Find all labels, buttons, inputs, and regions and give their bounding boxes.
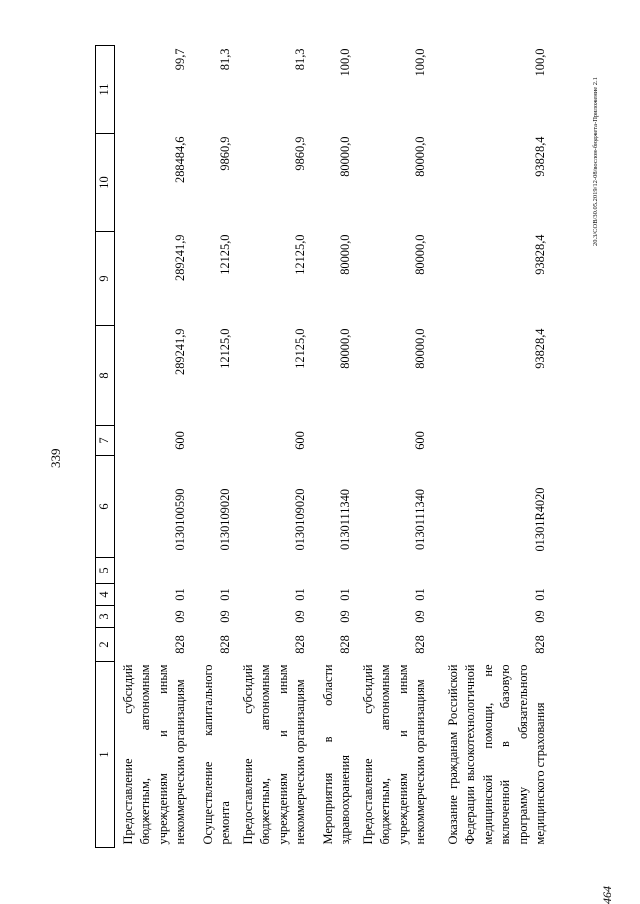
cell-c8: 12125,0 (218, 328, 232, 369)
cell-c8: 80000,0 (338, 328, 352, 369)
cell-c6: 0130111340 (413, 488, 427, 551)
cell-c11: 81,3 (218, 48, 232, 71)
cell-c6: 01301R4020 (533, 487, 547, 552)
table-header-cell: 3 (96, 606, 115, 628)
table-header-cell: 10 (96, 134, 115, 232)
table-header-cell: 7 (96, 426, 115, 456)
table-header-cell: 1 (96, 662, 115, 848)
page-number: 339 (48, 448, 63, 468)
table-row (310, 46, 355, 848)
table-row (430, 46, 550, 848)
row-name: Оказание гражданам Российской Федерации высокотехнологичной медицинской помощи, не включенной в базовую программу обязательного медицинского страхования (445, 664, 547, 845)
row-name: Предоставление субсидий бюджетным, автономным учреждениям и иным некоммерческим организациям (360, 664, 427, 845)
table-header-cell: 6 (96, 456, 115, 558)
cell-c7: 600 (413, 431, 427, 450)
cell-c9: 12125,0 (218, 234, 232, 275)
row-name: Осуществление капитального ремонта (200, 664, 232, 845)
corner-mark: 464 (600, 886, 614, 904)
cell-c3: 828 (293, 635, 307, 654)
cell-c7: 600 (293, 431, 307, 450)
cell-c10: 80000,0 (413, 136, 427, 177)
cell-c4: 09 (338, 610, 352, 623)
row-name: Предоставление субсидий бюджетным, автономным учреждениям и иным некоммерческим организациям (240, 664, 307, 845)
cell-c10: 80000,0 (338, 136, 352, 177)
table-row (235, 46, 310, 848)
cell-c10: 9860,9 (293, 136, 307, 171)
cell-c10: 288484,6 (173, 136, 187, 183)
table-header-cell: 8 (96, 326, 115, 426)
cell-c5: 01 (338, 588, 352, 601)
cell-c11: 99,7 (173, 48, 187, 71)
table-header-cell: 2 (96, 628, 115, 662)
cell-c11: 100,0 (338, 48, 352, 77)
cell-c5: 01 (218, 588, 232, 601)
cell-c3: 828 (533, 635, 547, 654)
cell-c7 (310, 426, 355, 456)
cell-c9: 93828,4 (533, 234, 547, 275)
cell-c4: 09 (533, 610, 547, 623)
cell-c10: 93828,4 (533, 136, 547, 177)
cell-c4: 09 (293, 610, 307, 623)
cell-c9: 80000,0 (413, 234, 427, 275)
cell-c6: 0130111340 (338, 488, 352, 551)
cell-c8: 289241,9 (173, 328, 187, 375)
cell-c4: 09 (218, 610, 232, 623)
table-header-cell: 5 (96, 558, 115, 584)
table-header-cell: 9 (96, 232, 115, 326)
cell-c3: 828 (218, 635, 232, 654)
table-row (355, 46, 430, 848)
cell-c3: 828 (413, 635, 427, 654)
cell-c9: 80000,0 (338, 234, 352, 275)
cell-c5: 01 (293, 588, 307, 601)
cell-c4: 09 (413, 610, 427, 623)
cell-c10: 9860,9 (218, 136, 232, 171)
footer-path: 20.3/СОВ/30.05.2019/12-08/вослон-бюджета-Приложение 2.1 (592, 77, 599, 246)
cell-c6: 0130100590 (173, 488, 187, 551)
cell-c3: 828 (338, 635, 352, 654)
cell-c11: 100,0 (533, 48, 547, 77)
cell-c9: 12125,0 (293, 234, 307, 275)
cell-c8: 80000,0 (413, 328, 427, 369)
cell-c7: 600 (173, 431, 187, 450)
cell-c6: 0130109020 (293, 488, 307, 551)
table-row (190, 46, 235, 848)
table-header-cell: 11 (96, 46, 115, 134)
cell-c5: 01 (173, 588, 187, 601)
cell-c4: 09 (173, 610, 187, 623)
cell-c5: 01 (413, 588, 427, 601)
budget-table (95, 46, 580, 848)
cell-c3: 828 (173, 635, 187, 654)
cell-c11: 100,0 (413, 48, 427, 77)
cell-c8: 93828,4 (533, 328, 547, 369)
cell-c5: 01 (533, 588, 547, 601)
row-name: Мероприятия в области здравоохранения (320, 664, 352, 845)
table-header-row (96, 46, 115, 848)
table-header-cell: 4 (96, 584, 115, 606)
cell-c7 (190, 426, 235, 456)
row-name: Предоставление субсидий бюджетным, автономным учреждениям и иным некоммерческим организациям (120, 664, 187, 845)
table-row (114, 46, 190, 848)
cell-c11: 81,3 (293, 48, 307, 71)
cell-c7 (430, 426, 550, 456)
cell-c9: 289241,9 (173, 234, 187, 281)
cell-c8: 12125,0 (293, 328, 307, 369)
cell-c6: 0130109020 (218, 488, 232, 551)
